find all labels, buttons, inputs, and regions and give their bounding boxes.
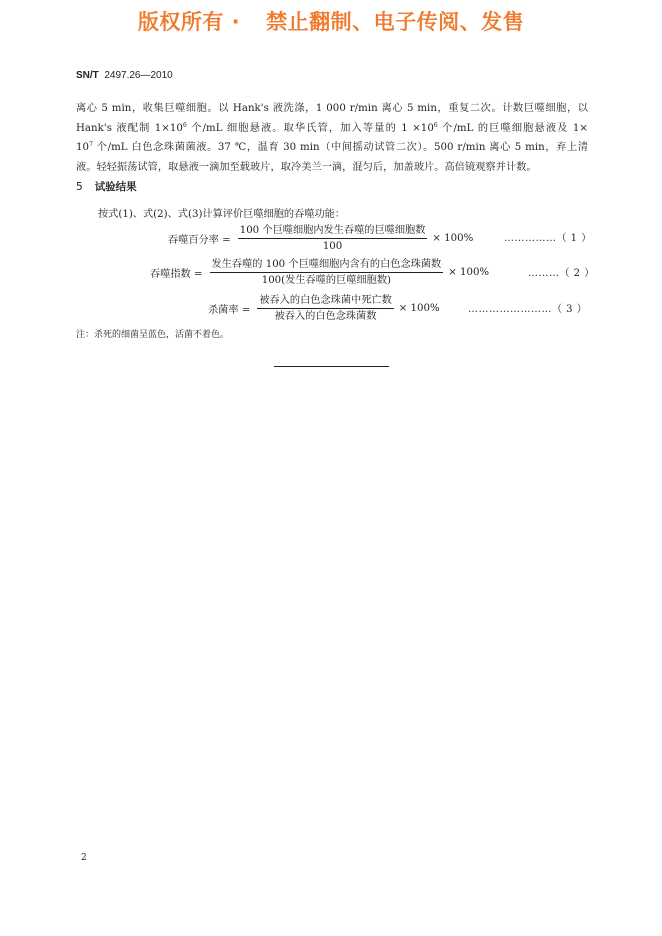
page-number: 2 <box>81 853 87 863</box>
formula-2-lhs: 吞噬指数 = <box>150 269 203 280</box>
formula-3-fraction <box>257 294 393 323</box>
line2-superscript-2: 6 <box>433 121 438 129</box>
line2-text-b: 个/mL 细胞悬液。取华氏管，加入等量的 1 ×10 <box>186 122 434 134</box>
end-rule <box>274 366 389 367</box>
paragraph-line-2 <box>76 119 588 139</box>
paragraph-line-4: 液。轻轻振荡试管，取悬液一滴加至载玻片，取冷美兰一滴，混匀后，加盖玻片。高倍镜观察并计数。 <box>76 161 537 173</box>
formula-1-factor: × 100% <box>432 233 474 244</box>
line3-text-a: 10 <box>76 142 90 153</box>
standard-prefix: SN/T <box>76 70 99 81</box>
standard-id <box>76 70 173 81</box>
formula-1-numerator: 100 个巨噬细胞内发生吞噬的巨噬细胞数 <box>238 224 428 239</box>
formula-3-numerator: 被吞入的白色念珠菌中死亡数 <box>257 294 393 309</box>
formula-2-factor: × 100% <box>448 267 490 278</box>
formula-1 <box>168 224 473 253</box>
equation-number-1: ……………（ 1 ） <box>504 233 592 244</box>
section-heading <box>76 179 137 194</box>
watermark-part2: 禁止翻制、电子传阅、发售 <box>266 10 525 34</box>
standard-number: 2497.26—2010 <box>104 70 173 81</box>
procedure-paragraph <box>76 99 588 177</box>
section-title: 试验结果 <box>94 181 137 193</box>
line2-text-a: Hank's 液配制 1×10 <box>76 122 183 134</box>
line2-superscript: 6 <box>182 121 187 129</box>
paragraph-line-3 <box>76 138 588 158</box>
footnote: 注：杀死的细菌呈蓝色，活菌不着色。 <box>76 330 230 340</box>
formula-1-lhs: 吞噬百分率 = <box>168 235 231 246</box>
formula-1-fraction <box>238 224 428 253</box>
line3-text-b: 个/mL 白色念珠菌菌液。37 ℃，温育 30 min（中间摇动试管二次）。500 r/min 离心 5 min，弃上清 <box>92 142 588 153</box>
line3-superscript: 7 <box>89 141 93 148</box>
line2-text-c: 个/mL 的巨噬细胞悬液及 1× <box>437 122 588 134</box>
formula-2-fraction <box>210 258 444 287</box>
formula-3 <box>208 294 440 323</box>
intro-text: 按式(1)、式(2)、式(3)计算评价巨噬细胞的吞噬功能： <box>98 209 346 220</box>
formula-2-numerator: 发生吞噬的 100 个巨噬细胞内含有的白色念珠菌数 <box>210 258 444 273</box>
watermark-part1: 版权所有 · <box>137 10 241 34</box>
formula-3-factor: × 100% <box>398 303 440 314</box>
section-number: 5 <box>76 181 83 193</box>
equation-number-2: ………（ 2 ） <box>528 268 595 279</box>
equation-number-3: ……………………（ 3 ） <box>468 304 588 315</box>
paragraph-line-1: 离心 5 min，收集巨噬细胞。以 Hank's 液洗涤，1 000 r/min 离心 5 min，重复二次。计数巨噬细胞，以 <box>76 103 588 114</box>
copyright-watermark <box>0 6 662 36</box>
formula-2 <box>150 258 489 287</box>
formula-1-denominator: 100 <box>322 241 343 252</box>
formula-3-denominator: 被吞入的白色念珠菌数 <box>274 311 377 322</box>
formula-3-lhs: 杀菌率 = <box>208 305 251 316</box>
formula-2-denominator: 100(发生吞噬的巨噬细胞数) <box>261 275 391 286</box>
